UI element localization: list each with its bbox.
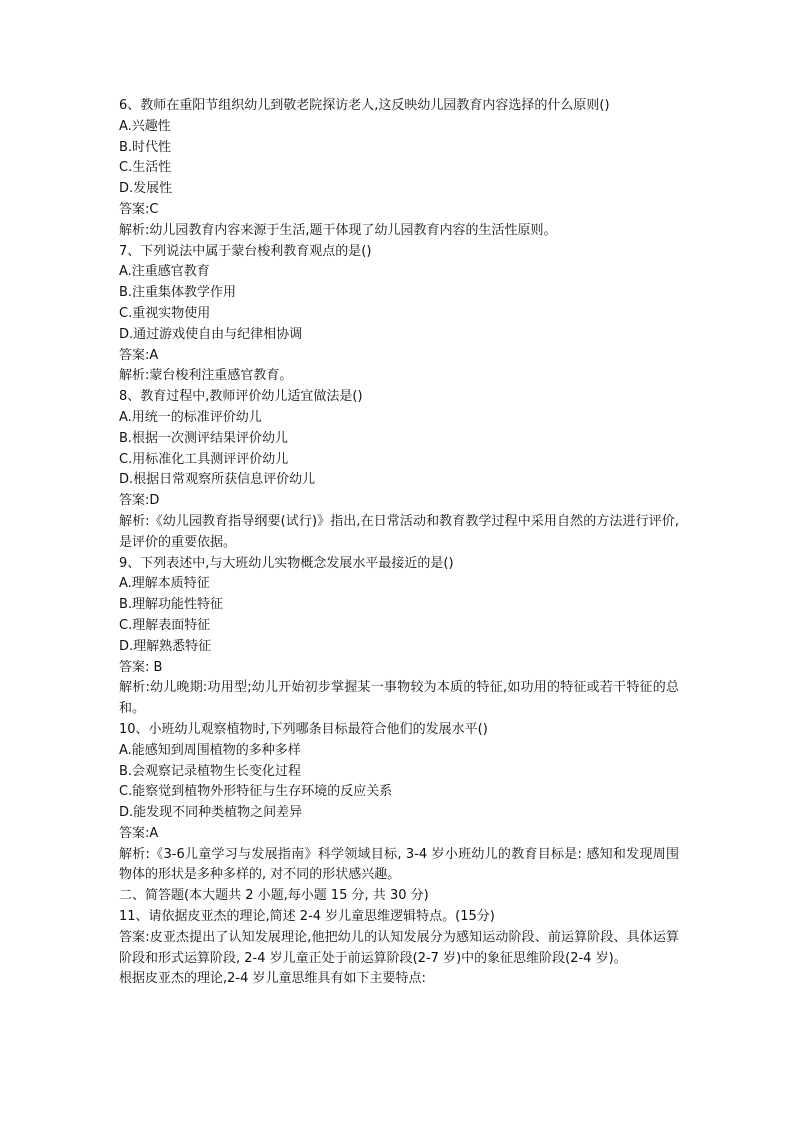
question-9-stem: 9、下列表述中,与大班幼儿实物概念发展水平最接近的是() <box>119 555 454 571</box>
question-7-stem: 7、下列说法中属于蒙台梭利教育观点的是() <box>119 243 372 259</box>
question-7-option-b: B.注重集体教学作用 <box>119 285 237 301</box>
question-8-answer: 答案:D <box>119 493 160 509</box>
question-8-stem: 8、教育过程中,教师评价幼儿适宜做法是() <box>119 389 363 405</box>
question-10-option-c: C.能察觉到植物外形特征与生存环境的反应关系 <box>119 784 393 800</box>
question-7-option-a: A.注重感官教育 <box>119 264 210 280</box>
question-7-analysis: 解析:蒙台梭利注重感官教育。 <box>119 368 293 384</box>
question-7-option-d: D.通过游戏使自由与纪律相协调 <box>119 326 303 342</box>
section-heading: 二、简答题(本大题共 2 小题,每小题 15 分, 共 30 分) <box>119 888 429 904</box>
document-content <box>119 96 679 990</box>
question-6-option-c: C.生活性 <box>119 160 172 176</box>
question-10-analysis: 解析:《3-6儿童学习与发展指南》科学领域目标, 3-4 岁小班幼儿的教育目标是: 感知和发现周围物体的形状是多种多样的, 对不同的形状感兴趣。 <box>119 846 679 883</box>
question-9-option-a: A.理解本质特征 <box>119 576 210 592</box>
question-9-analysis: 解析:幼儿晚期:功用型;幼儿开始初步掌握某一事物较为本质的特征,如功用的特征或若干特征的总和。 <box>119 680 679 717</box>
question-11-answer: 答案:皮亚杰提出了认知发展理论,他把幼儿的认知发展分为感知运动阶段、前运算阶段、具体运算阶段和形式运算阶段, 2-4 岁儿童正处于前运算阶段(2-7 岁)中的象征思维阶段(2-4 岁)。 <box>119 929 679 966</box>
question-9-answer: 答案: B <box>119 659 163 675</box>
question-8-option-c: C.用标准化工具测评评价幼儿 <box>119 451 289 467</box>
question-8-option-b: B.根据一次测评结果评价幼儿 <box>119 430 289 446</box>
question-7-option-c: C.重视实物使用 <box>119 305 211 321</box>
question-6-analysis: 解析:幼儿园教育内容来源于生活,题干体现了幼儿园教育内容的生活性原则。 <box>119 222 557 238</box>
question-6-option-a: A.兴趣性 <box>119 118 171 134</box>
question-8-analysis: 解析:《幼儿园教育指导纲要(试行)》指出,在日常活动和教育教学过程中采用自然的方法进行评价,是评价的重要依据。 <box>119 513 679 550</box>
question-10-option-d: D.能发现不同种类植物之间差异 <box>119 805 303 821</box>
question-10-stem: 10、小班幼儿观察植物时,下列哪条目标最符合他们的发展水平() <box>119 721 488 737</box>
question-6-answer: 答案:C <box>119 201 159 217</box>
question-10-option-a: A.能感知到周围植物的多种多样 <box>119 742 301 758</box>
question-6-option-d: D.发展性 <box>119 181 173 197</box>
question-9-option-b: B.理解功能性特征 <box>119 597 224 613</box>
question-7-answer: 答案:A <box>119 347 159 363</box>
question-11-stem: 11、请依据皮亚杰的理论,简述 2-4 岁儿童思维逻辑特点。(15分) <box>119 909 495 925</box>
question-6-stem: 6、教师在重阳节组织幼儿到敬老院探访老人,这反映幼儿园教育内容选择的什么原则() <box>119 98 610 113</box>
question-6-option-b: B.时代性 <box>119 139 172 155</box>
question-9-option-d: D.理解熟悉特征 <box>119 638 212 654</box>
question-11-continuation: 根据皮亚杰的理论,2-4 岁儿童思维具有如下主要特点: <box>119 971 426 987</box>
question-10-answer: 答案:A <box>119 825 159 841</box>
question-8-option-d: D.根据日常观察所获信息评价幼儿 <box>119 472 316 488</box>
question-9-option-c: C.理解表面特征 <box>119 617 211 633</box>
question-8-option-a: A.用统一的标准评价幼儿 <box>119 409 262 425</box>
question-10-option-b: B.会观察记录植物生长变化过程 <box>119 763 302 779</box>
